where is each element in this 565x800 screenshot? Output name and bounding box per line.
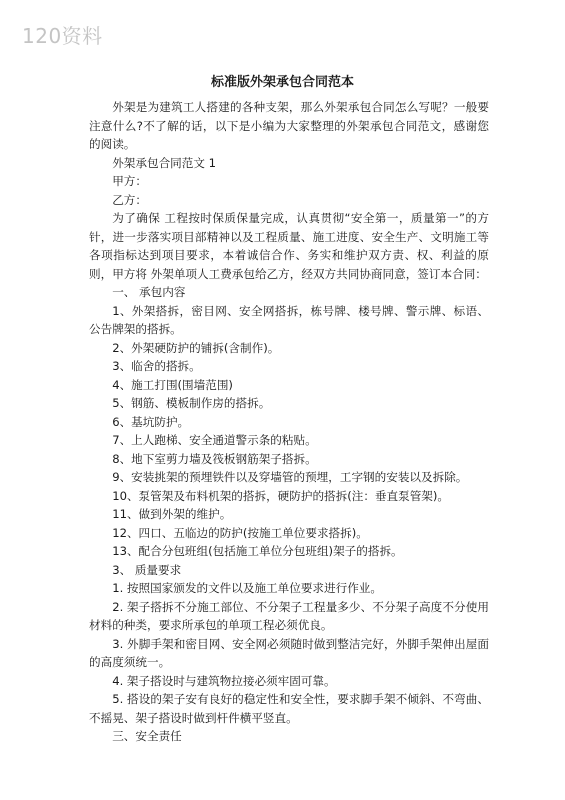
list-item: 7、上人跑梯、安全通道警示条的粘贴。 — [112, 433, 317, 447]
list-item: 8、地下室剪力墙及筏板钢筋架子搭拆。 — [112, 451, 317, 466]
section-heading-quality: 3、 质量要求 — [112, 562, 182, 577]
list-item: 1、外架搭拆，密目网、安全网搭拆，栋号牌、楼号牌、警示牌、标语、公告牌架的搭拆。 — [89, 303, 489, 336]
party-a-line: 甲方： — [112, 174, 147, 188]
list-item: 2. 架子搭拆不分施工部位、不分架子工程量多少、不分架子高度不分使用材料的种类，要求所承包的单项工程必须优良。 — [89, 599, 489, 632]
list-item: 4. 架子搭设时与建筑物拉接必须牢固可靠。 — [112, 673, 336, 688]
party-b-line: 乙方： — [112, 192, 147, 207]
list-item: 6、基坑防护。 — [112, 414, 190, 429]
list-item: 3、临舍的搭拆。 — [112, 359, 201, 373]
list-item: 5、钢筋、模板制作房的搭拆。 — [112, 396, 271, 410]
preamble-paragraph: 为了确保 工程按时保质保量完成，认真贯彻“安全第一，质量第一”的方针，进一步落实项目部精神以及工程质量、施工进度、安全生产、文明施工等各项指标达到项目要求，本着诚信合作、务实和维护双方责、权、利益的原则，甲方将 外架单项人工费承包给乙方，经双方共同协商同意，签订本合同： — [89, 211, 489, 281]
intro-paragraph: 外架是为建筑工人搭建的各种支架，那么外架承包合同怎么写呢？一般要注意什么?不了解的话，以下是小编为大家整理的外架承包合同范文，感谢您的阅读。 — [89, 100, 489, 151]
list-item: 5. 搭设的架子安有良好的稳定性和安全性，要求脚手架不倾斜、不弯曲、不摇晃、架子搭设时做到杆件横平竖直。 — [89, 692, 489, 725]
document-body — [89, 98, 489, 746]
list-item: 4、施工打围(围墙范围) — [112, 377, 233, 392]
list-item: 10、泵管架及布料机架的搭拆，硬防护的搭拆(注：垂直泵管架)。 — [112, 488, 450, 503]
list-item: 13、配合分包班组(包括施工单位分包班组)架子的搭拆。 — [112, 544, 403, 558]
section-heading-scope: 一、 承包内容 — [112, 285, 186, 299]
contract-heading: 外架承包合同范文 1 — [112, 155, 216, 170]
list-item: 2、外架硬防护的铺拆(含制作)。 — [112, 340, 280, 355]
list-item: 12、四口、五临边的防护(按施工单位要求搭拆)。 — [112, 525, 368, 540]
document-title: 标准版外架承包合同范本 — [210, 75, 354, 90]
list-item: 3. 外脚手架和密目网、安全网必须随时做到整洁完好，外脚手架伸出屋面的高度须统一。 — [89, 636, 489, 669]
list-item: 11、做到外架的维护。 — [112, 507, 232, 521]
section-heading-safety: 三、安全责任 — [112, 729, 182, 743]
watermark-logo: 120资料 — [22, 24, 103, 48]
list-item: 9、安装挑架的预埋铁件以及穿墙管的预埋，工字钢的安装以及拆除。 — [112, 470, 468, 484]
list-item: 1. 按照国家颁发的文件以及施工单位要求进行作业。 — [112, 581, 382, 595]
